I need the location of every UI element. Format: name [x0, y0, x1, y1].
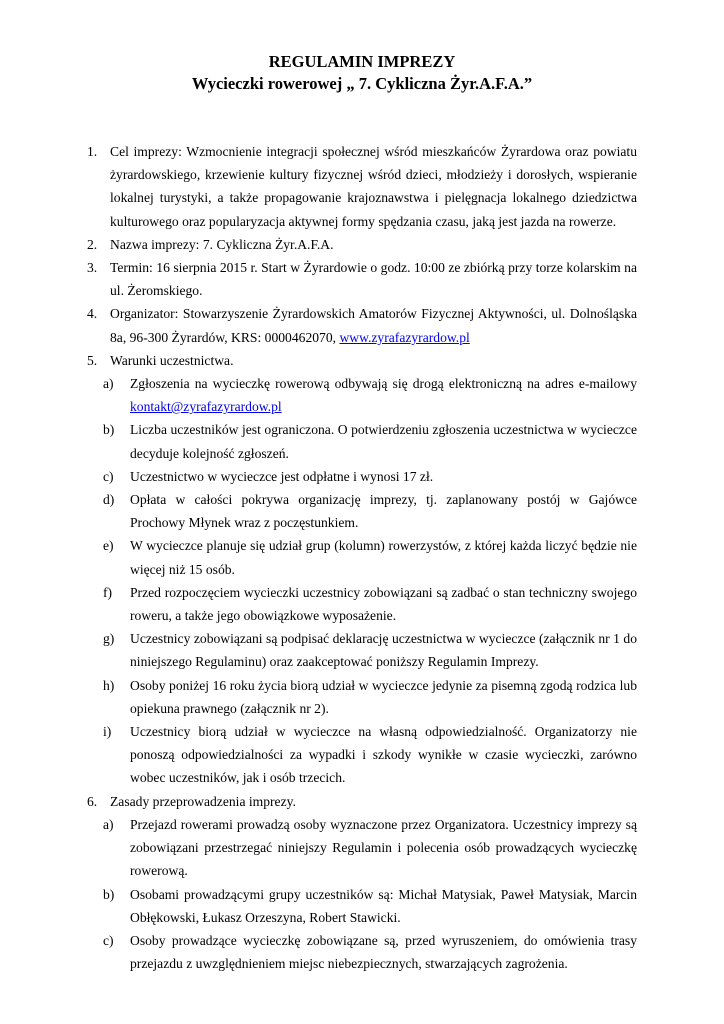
sub-item-letter: i) — [103, 724, 112, 740]
sub-item-6a — [87, 813, 637, 883]
sub-item-text: Opłata w całości pokrywa organizację imprezy, tj. zaplanowany postój w Gajówce Prochowy Młynek wraz z poczęstunkiem. — [130, 492, 637, 531]
sub-item-text: W wycieczce planuje się udział grup (kolumn) rowerzystów, z której każda liczyć będzie nie więcej niż 15 osób. — [130, 538, 637, 577]
sub-item-text: Osoby prowadzące wycieczkę zobowiązane są, przed wyruszeniem, do omówienia trasy przejazdu z uwzględnieniem miejsc niebezpiecznych, stwarzających zagrożenia. — [130, 932, 637, 972]
sub-item-text: Osobami prowadzącymi grupy uczestników są: Michał Matysiak, Paweł Matysiak, Marcin Obłękowski, Łukasz Orzeszyna, Robert Stawicki. — [130, 886, 637, 925]
sub-item-text: Uczestnicy biorą udział w wycieczce na własną odpowiedzialność. Organizatorzy nie ponoszą odpowiedzialności za wypadki i szkody wynikłe w czasie wycieczki, zarówno wobec uczestników, jak i osób trzecich. — [130, 724, 637, 786]
sub-item-text: Uczestnictwo w wycieczce jest odpłatne i wynosi 17 zł. — [130, 468, 434, 484]
document-title: REGULAMIN IMPREZY — [268, 52, 456, 71]
item-number: 3. — [87, 260, 98, 276]
document-subtitle: Wycieczki rowerowej „ 7. Cykliczna Żyr.A.F.A.” — [191, 74, 533, 93]
list-item-3 — [87, 256, 637, 302]
item-text: Zasady przeprowadzenia imprezy. — [110, 793, 296, 809]
list-item-1 — [87, 140, 637, 233]
sub-item-letter: e) — [103, 538, 114, 554]
item-text: Organizator: Stowarzyszenie Żyrardowskich Amatorów Fizycznej Aktywności, ul. Dolnośląska 8a, 96-300 Żyrardów, KRS: 0000462070, — [110, 306, 637, 345]
sub-item-6b — [87, 883, 637, 929]
item-number: 4. — [87, 306, 98, 322]
item-text: Termin: 16 sierpnia 2015 r. Start w Żyrardowie o godz. 10:00 ze zbiórką przy torze kolarskim na ul. Żeromskiego. — [110, 260, 637, 299]
sub-item-5a — [87, 372, 637, 418]
list-item-5 — [87, 349, 637, 372]
item-number: 2. — [87, 236, 98, 252]
sub-item-letter: h) — [103, 677, 115, 693]
sub-item-text: Uczestnicy zobowiązani są podpisać deklarację uczestnictwa w wycieczce (załącznik nr 1 do niniejszego Regulaminu) oraz zaakceptować poniższy Regulamin Imprezy. — [130, 631, 637, 670]
sub-item-text: Osoby poniżej 16 roku życia biorą udział w wycieczce jedynie za pisemną zgodą rodzica lub opiekuna prawnego (załącznik nr 2). — [130, 677, 637, 716]
sub-item-letter: a) — [103, 816, 114, 832]
item-text: Nazwa imprezy: 7. Cykliczna Żyr.A.F.A. — [110, 236, 334, 252]
sub-item-6c — [87, 929, 637, 975]
item-number: 5. — [87, 352, 98, 368]
sub-item-5g — [87, 627, 637, 673]
website-link[interactable]: www.zyrafazyrardow.pl — [339, 329, 470, 345]
sub-item-5d — [87, 488, 637, 534]
sub-item-5b — [87, 418, 637, 464]
sub-item-letter: c) — [103, 468, 114, 484]
sub-item-text: Zgłoszenia na wycieczkę rowerową odbywają się drogą elektroniczną na adres e-mailowy — [130, 376, 637, 392]
regulations-list — [87, 140, 637, 975]
list-item-6 — [87, 790, 637, 813]
sub-item-text: Przed rozpoczęciem wycieczki uczestnicy zobowiązani są zadbać o stan techniczny swojego roweru, a także jego obowiązkowe wyposażenie. — [130, 584, 637, 624]
item-text: Warunki uczestnictwa. — [110, 352, 234, 368]
list-item-2 — [87, 233, 637, 256]
conditions-sublist — [87, 372, 637, 790]
item-number: 1. — [87, 144, 98, 159]
sub-item-text: Przejazd rowerami prowadzą osoby wyznaczone przez Organizatora. Uczestnicy imprezy są zobowiązani przestrzegać niniejszy Regulamin i polecenia osób prowadzących wycieczkę rowerową. — [130, 816, 637, 879]
item-text: Cel imprezy: Wzmocnienie integracji społecznej wśród mieszkańców Żyrardowa oraz powiatu żyrardowskiego, krzewienie kultury fizycznej wśród dzieci, młodzieży i dorosłych, wspieranie lokalnej turystyki, a także propagowanie krajoznawstwa i pielęgnacja lokalnego dziedzictwa kulturowego oraz popularyzacja aktywnej formy spędzania czasu, jaką jest jazda na rowerze. — [110, 144, 637, 229]
sub-item-letter: f) — [103, 584, 113, 600]
sub-item-5f — [87, 581, 637, 627]
sub-item-5e — [87, 534, 637, 580]
sub-item-5i — [87, 720, 637, 790]
sub-item-letter: g) — [103, 631, 115, 647]
rules-sublist — [87, 813, 637, 975]
sub-item-5h — [87, 674, 637, 720]
sub-item-letter: b) — [103, 886, 115, 902]
sub-item-letter: a) — [103, 376, 114, 392]
sub-item-5c — [87, 465, 637, 488]
item-number: 6. — [87, 793, 98, 809]
list-item-4 — [87, 302, 637, 348]
sub-item-letter: c) — [103, 932, 114, 948]
sub-item-text: Liczba uczestników jest ograniczona. O potwierdzeniu zgłoszenia uczestnictwa w wycieczce decyduje kolejność zgłoszeń. — [130, 422, 637, 461]
email-link[interactable]: kontakt@zyrafazyrardow.pl — [130, 399, 282, 415]
sub-item-letter: b) — [103, 422, 115, 438]
sub-item-letter: d) — [103, 492, 115, 508]
